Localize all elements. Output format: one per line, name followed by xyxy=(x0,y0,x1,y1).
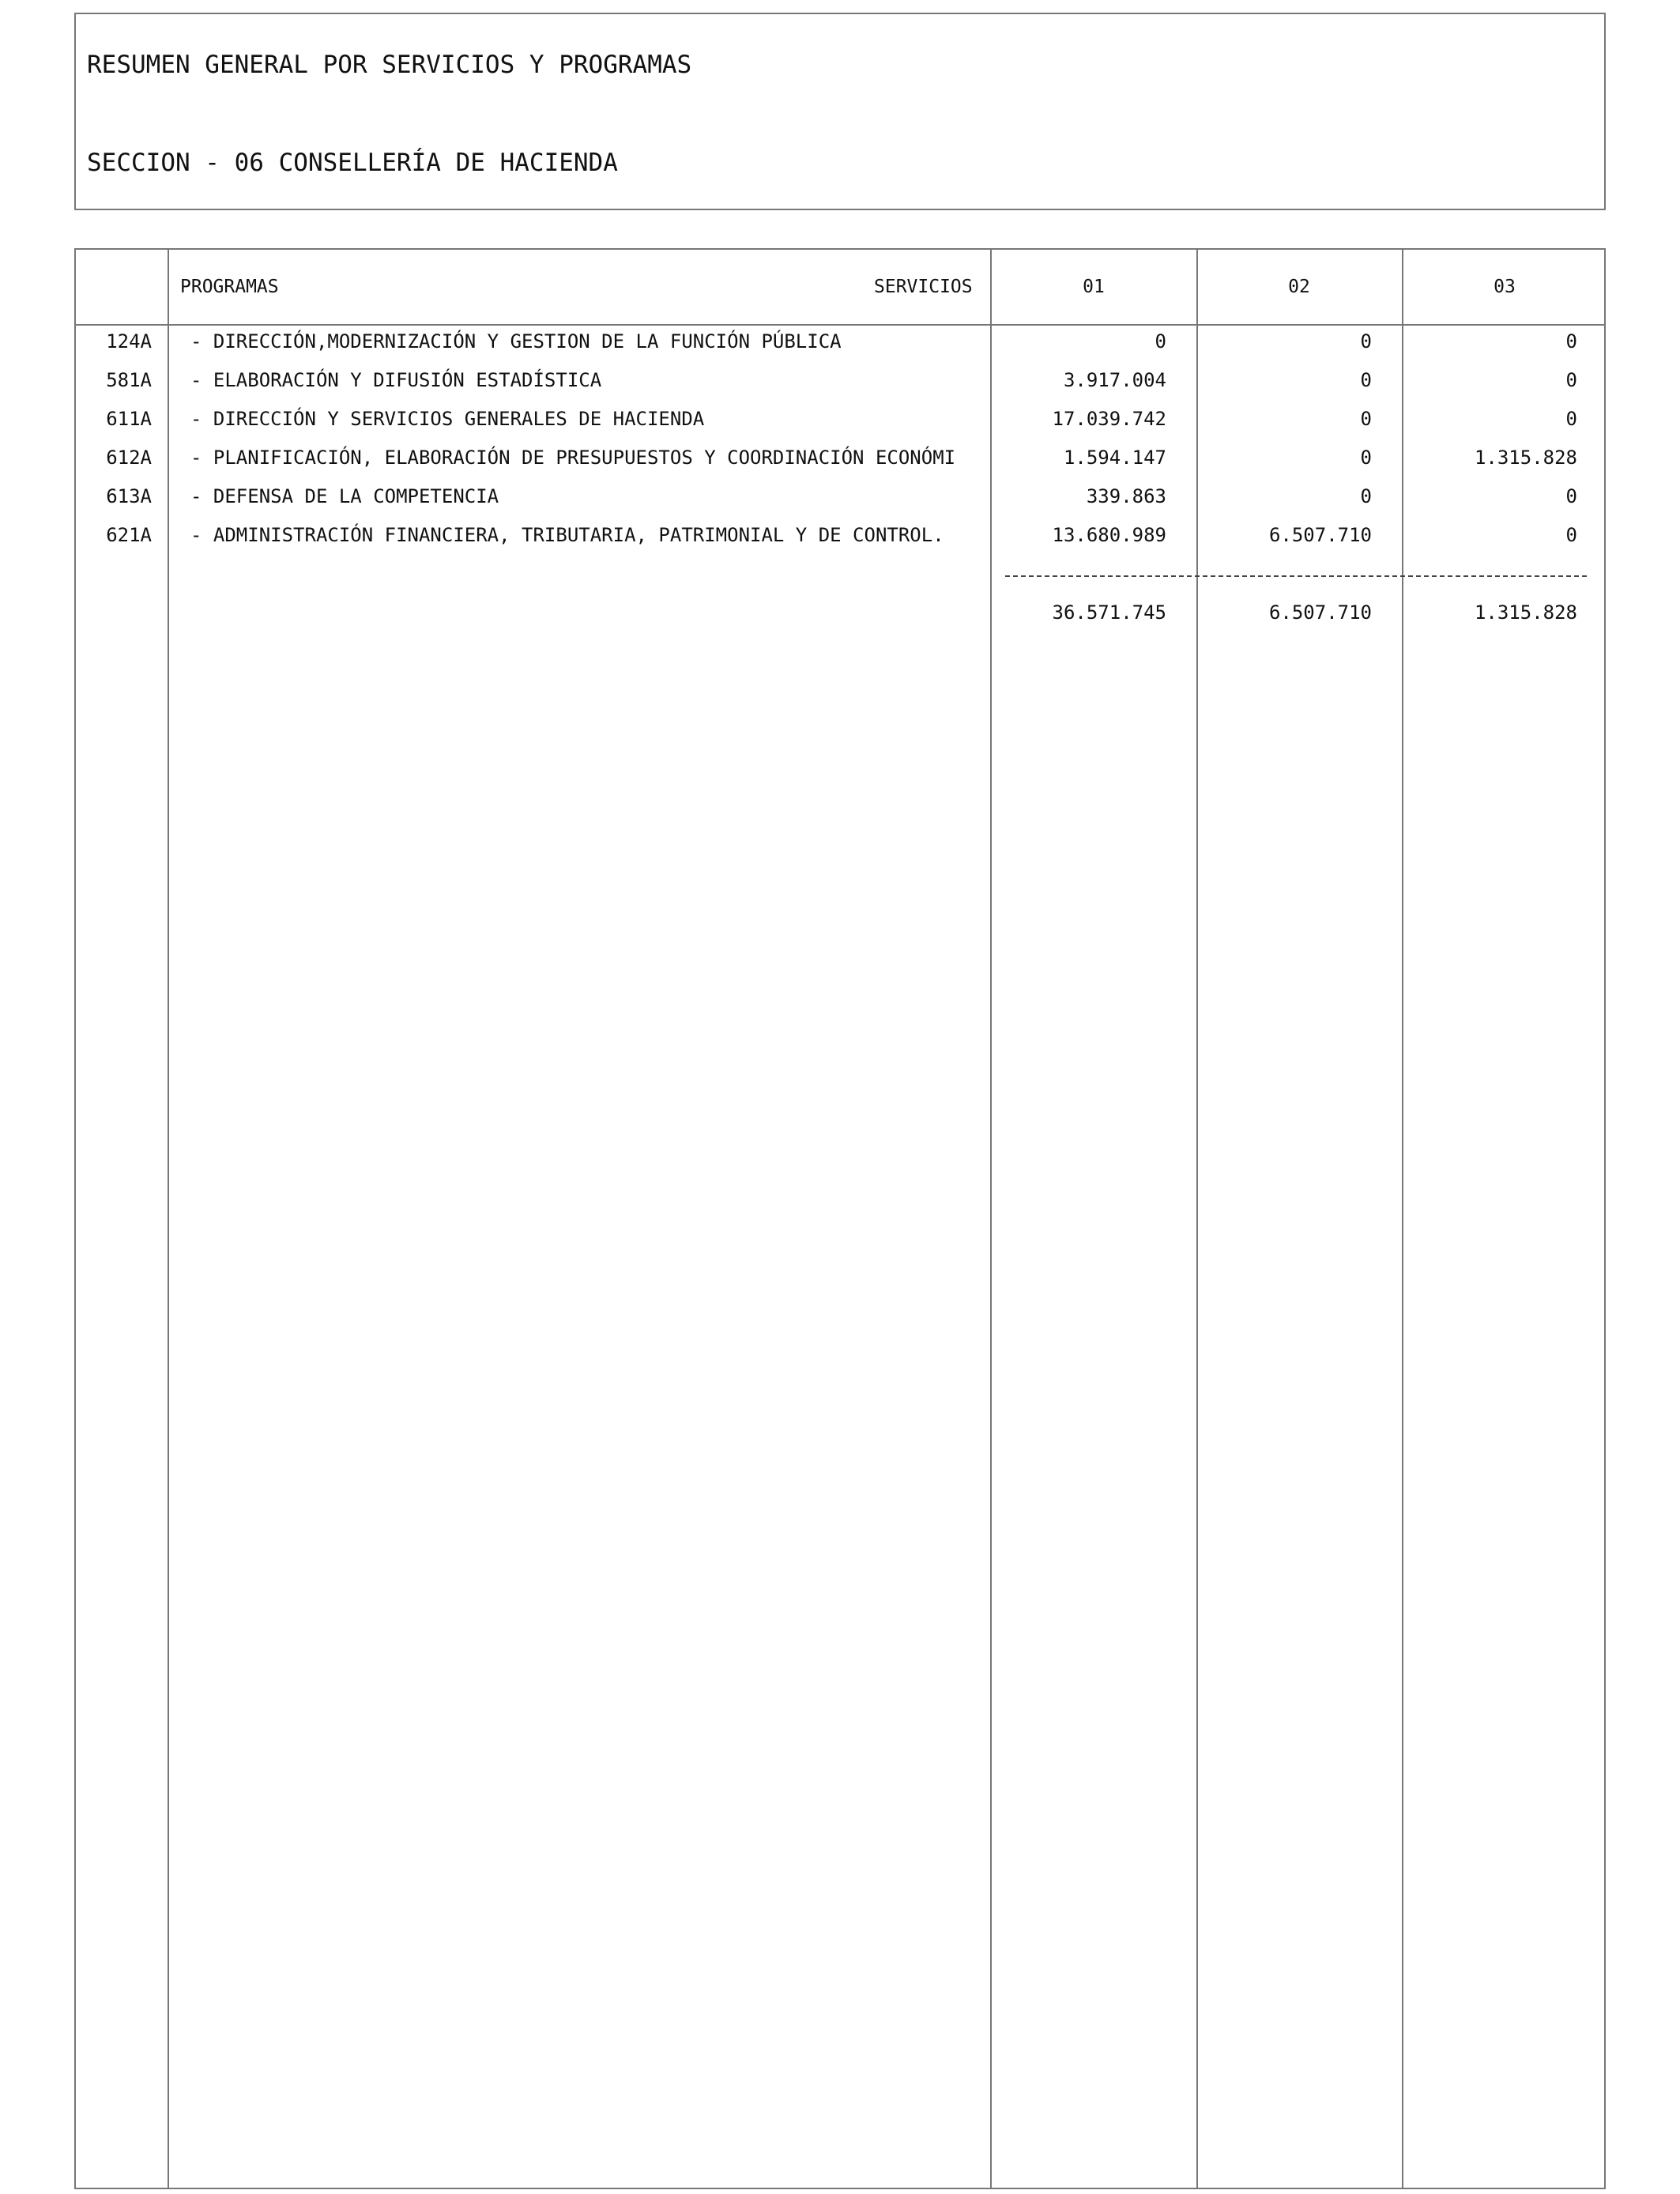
value-service-02: 0 xyxy=(1360,408,1372,430)
program-name: - DIRECCIÓN Y SERVICIOS GENERALES DE HACIENDA xyxy=(190,408,705,430)
program-code: 612A xyxy=(106,447,152,469)
value-service-03: 1.315.828 xyxy=(1474,447,1577,469)
header-servicios: SERVICIOS xyxy=(874,277,973,297)
value-service-01: 3.917.004 xyxy=(1063,369,1166,391)
value-service-03: 0 xyxy=(1565,330,1577,352)
program-code: 124A xyxy=(106,330,152,352)
program-name: - PLANIFICACIÓN, ELABORACIÓN DE PRESUPUESTOS Y COORDINACIÓN ECONÓMI xyxy=(190,447,956,469)
total-service-02: 6.507.710 xyxy=(1268,601,1372,624)
value-service-01: 13.680.989 xyxy=(1052,524,1166,546)
header-service-01: 01 xyxy=(1083,277,1105,297)
program-name: - ADMINISTRACIÓN FINANCIERA, TRIBUTARIA, PATRIMONIAL Y DE CONTROL. xyxy=(190,524,944,546)
total-service-03: 1.315.828 xyxy=(1474,601,1577,624)
value-service-01: 17.039.742 xyxy=(1052,408,1166,430)
program-code: 611A xyxy=(106,408,152,430)
table-row xyxy=(76,400,1604,439)
program-name: - DIRECCIÓN,MODERNIZACIÓN Y GESTION DE LA FUNCIÓN PÚBLICA xyxy=(190,330,842,352)
value-service-02: 6.507.710 xyxy=(1268,524,1372,546)
program-name: - DEFENSA DE LA COMPETENCIA xyxy=(190,485,499,507)
program-name: - ELABORACIÓN Y DIFUSIÓN ESTADÍSTICA xyxy=(190,369,602,391)
totals-separator xyxy=(1005,575,1587,577)
table-row xyxy=(76,322,1604,361)
value-service-03: 0 xyxy=(1565,408,1577,430)
table-row xyxy=(76,439,1604,477)
value-service-01: 0 xyxy=(1155,330,1166,352)
summary-table xyxy=(74,248,1606,2189)
program-code: 621A xyxy=(106,524,152,546)
value-service-01: 339.863 xyxy=(1086,485,1166,507)
report-section: SECCION - 06 CONSELLERÍA DE HACIENDA xyxy=(87,149,618,177)
value-service-02: 0 xyxy=(1360,330,1372,352)
total-service-01: 36.571.745 xyxy=(1052,601,1166,624)
totals-row xyxy=(76,594,1604,632)
report-title: RESUMEN GENERAL POR SERVICIOS Y PROGRAMAS xyxy=(87,51,692,79)
report-header xyxy=(74,13,1606,210)
table-row xyxy=(76,516,1604,555)
header-service-02: 02 xyxy=(1288,277,1310,297)
program-code: 581A xyxy=(106,369,152,391)
value-service-02: 0 xyxy=(1360,447,1372,469)
value-service-03: 0 xyxy=(1565,524,1577,546)
header-programas: PROGRAMAS xyxy=(180,277,279,297)
table-row xyxy=(76,361,1604,400)
value-service-03: 0 xyxy=(1565,485,1577,507)
value-service-03: 0 xyxy=(1565,369,1577,391)
table-row xyxy=(76,477,1604,516)
header-service-03: 03 xyxy=(1494,277,1516,297)
value-service-01: 1.594.147 xyxy=(1063,447,1166,469)
program-code: 613A xyxy=(106,485,152,507)
value-service-02: 0 xyxy=(1360,485,1372,507)
value-service-02: 0 xyxy=(1360,369,1372,391)
